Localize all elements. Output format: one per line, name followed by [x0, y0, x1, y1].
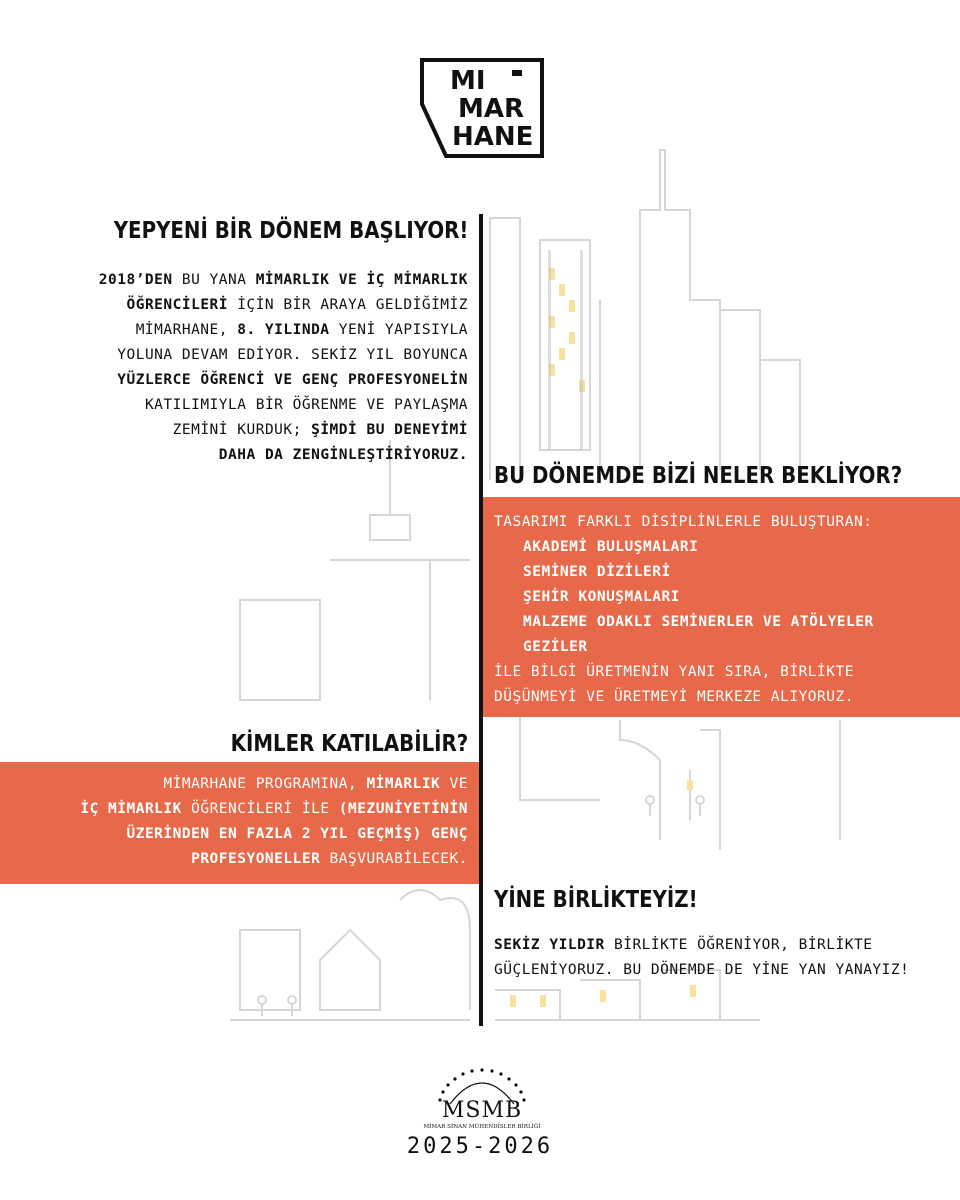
bold-text: ŞİMDİ BU DENEYİMİ	[311, 422, 468, 438]
bold-text: MİMARLIK	[366, 776, 441, 792]
program-item: AKADEMİ BULUŞMALARI	[523, 539, 699, 555]
text: ZEMİNİ KURDUK;	[172, 422, 312, 438]
bold-text: YÜZLERCE ÖĞRENCİ VE GENÇ PROFESYONELİN	[117, 372, 468, 388]
text: GÜÇLENİYORUZ. BU DÖNEMDE DE YİNE YAN YANAYIZ!	[494, 962, 910, 978]
bold-text: SEKİZ YILDIR	[494, 937, 605, 953]
section-heading-who-can-join: KİMLER KATILABİLİR?	[230, 731, 468, 757]
section-body-new-term	[99, 268, 468, 468]
text: VE	[440, 776, 468, 792]
text: YENİ YAPISIYLA	[329, 322, 468, 338]
section-body-who-can-join	[80, 772, 468, 872]
logo-line-3: HANE	[452, 122, 534, 152]
text: KATILIMIYLA BİR ÖĞRENME VE PAYLAŞMA	[144, 397, 468, 413]
logo-line-2: MAR	[458, 94, 525, 124]
bold-text: 8. YILINDA	[237, 322, 330, 338]
section3-line	[80, 772, 468, 797]
program-item: GEZİLER	[523, 639, 588, 655]
year-range: 2025-2026	[406, 1134, 554, 1159]
text: BİRLİKTE ÖĞRENİYOR, BİRLİKTE	[604, 937, 873, 953]
section1-line	[99, 418, 468, 443]
section1-line	[99, 443, 468, 468]
bold-text: (MEZUNİYETİNİN	[338, 801, 468, 817]
intro-line: TASARIMI FARKLI DİSİPLİNLERLE BULUŞTURAN:	[494, 514, 873, 530]
bold-text: DAHA DA ZENGİNLEŞTİRİYORUZ.	[218, 447, 468, 463]
bold-text: MİMARLIK VE İÇ MİMARLIK	[255, 272, 468, 288]
section-body-together-again	[494, 933, 909, 983]
section4-line	[494, 933, 909, 958]
logo-line-1: MI	[450, 66, 486, 96]
outro-line-1: İLE BİLGİ ÜRETMENİN YANI SIRA, BİRLİKTE	[494, 664, 854, 680]
bold-text: 2018’DEN	[98, 272, 173, 288]
program-item: MALZEME ODAKLI SEMİNERLER VE ATÖLYELER	[523, 614, 874, 630]
text: MİMARHANE,	[135, 322, 238, 338]
program-item: SEMİNER DİZİLERİ	[523, 564, 671, 580]
outro-line-2: DÜŞÜNMEYİ VE ÜRETMEYİ MERKEZE ALIYORUZ.	[494, 689, 854, 705]
text: ÖĞRENCİLERİ İLE	[181, 801, 339, 817]
program-item: ŞEHİR KONUŞMALARI	[523, 589, 680, 605]
section1-line	[99, 293, 468, 318]
bold-text: ÖĞRENCİLERİ	[126, 297, 229, 313]
text: BU YANA	[172, 272, 256, 288]
text: İÇİN BİR ARAYA GELDİĞİMİZ	[228, 297, 468, 313]
section1-line	[99, 393, 468, 418]
section1-line	[99, 343, 468, 368]
section3-line	[80, 822, 468, 847]
mimarhane-logo	[420, 58, 544, 160]
section3-line	[80, 847, 468, 872]
section3-line	[80, 797, 468, 822]
msmb-abbr: MSMB	[441, 1098, 523, 1123]
text: YOLUNA DEVAM EDİYOR. SEKİZ YIL BOYUNCA	[117, 347, 468, 363]
bold-text: PROFESYONELLER	[191, 851, 321, 867]
section1-line	[99, 368, 468, 393]
section-heading-together-again: YİNE BİRLİKTEYİZ!	[494, 887, 698, 913]
section1-line	[99, 318, 468, 343]
bold-text: ÜZERİNDEN EN FAZLA 2 YIL GEÇMİŞ) GENÇ	[126, 826, 468, 842]
section-heading-new-term: YEPYENİ BİR DÖNEM BAŞLIYOR!	[113, 218, 468, 244]
text: BAŞVURABİLECEK.	[320, 851, 468, 867]
section4-line	[494, 958, 909, 983]
section-body-what-awaits	[494, 510, 874, 710]
msmb-logo	[420, 1064, 544, 1134]
text: MİMARHANE PROGRAMINA,	[163, 776, 367, 792]
msmb-full-name: MİMAR SİNAN MÜHENDİSLER BİRLİĞİ	[423, 1124, 541, 1130]
section1-line	[99, 268, 468, 293]
section-heading-what-awaits: BU DÖNEMDE BİZİ NELER BEKLİYOR?	[494, 463, 903, 489]
bold-text: İÇ MİMARLIK	[80, 801, 182, 817]
